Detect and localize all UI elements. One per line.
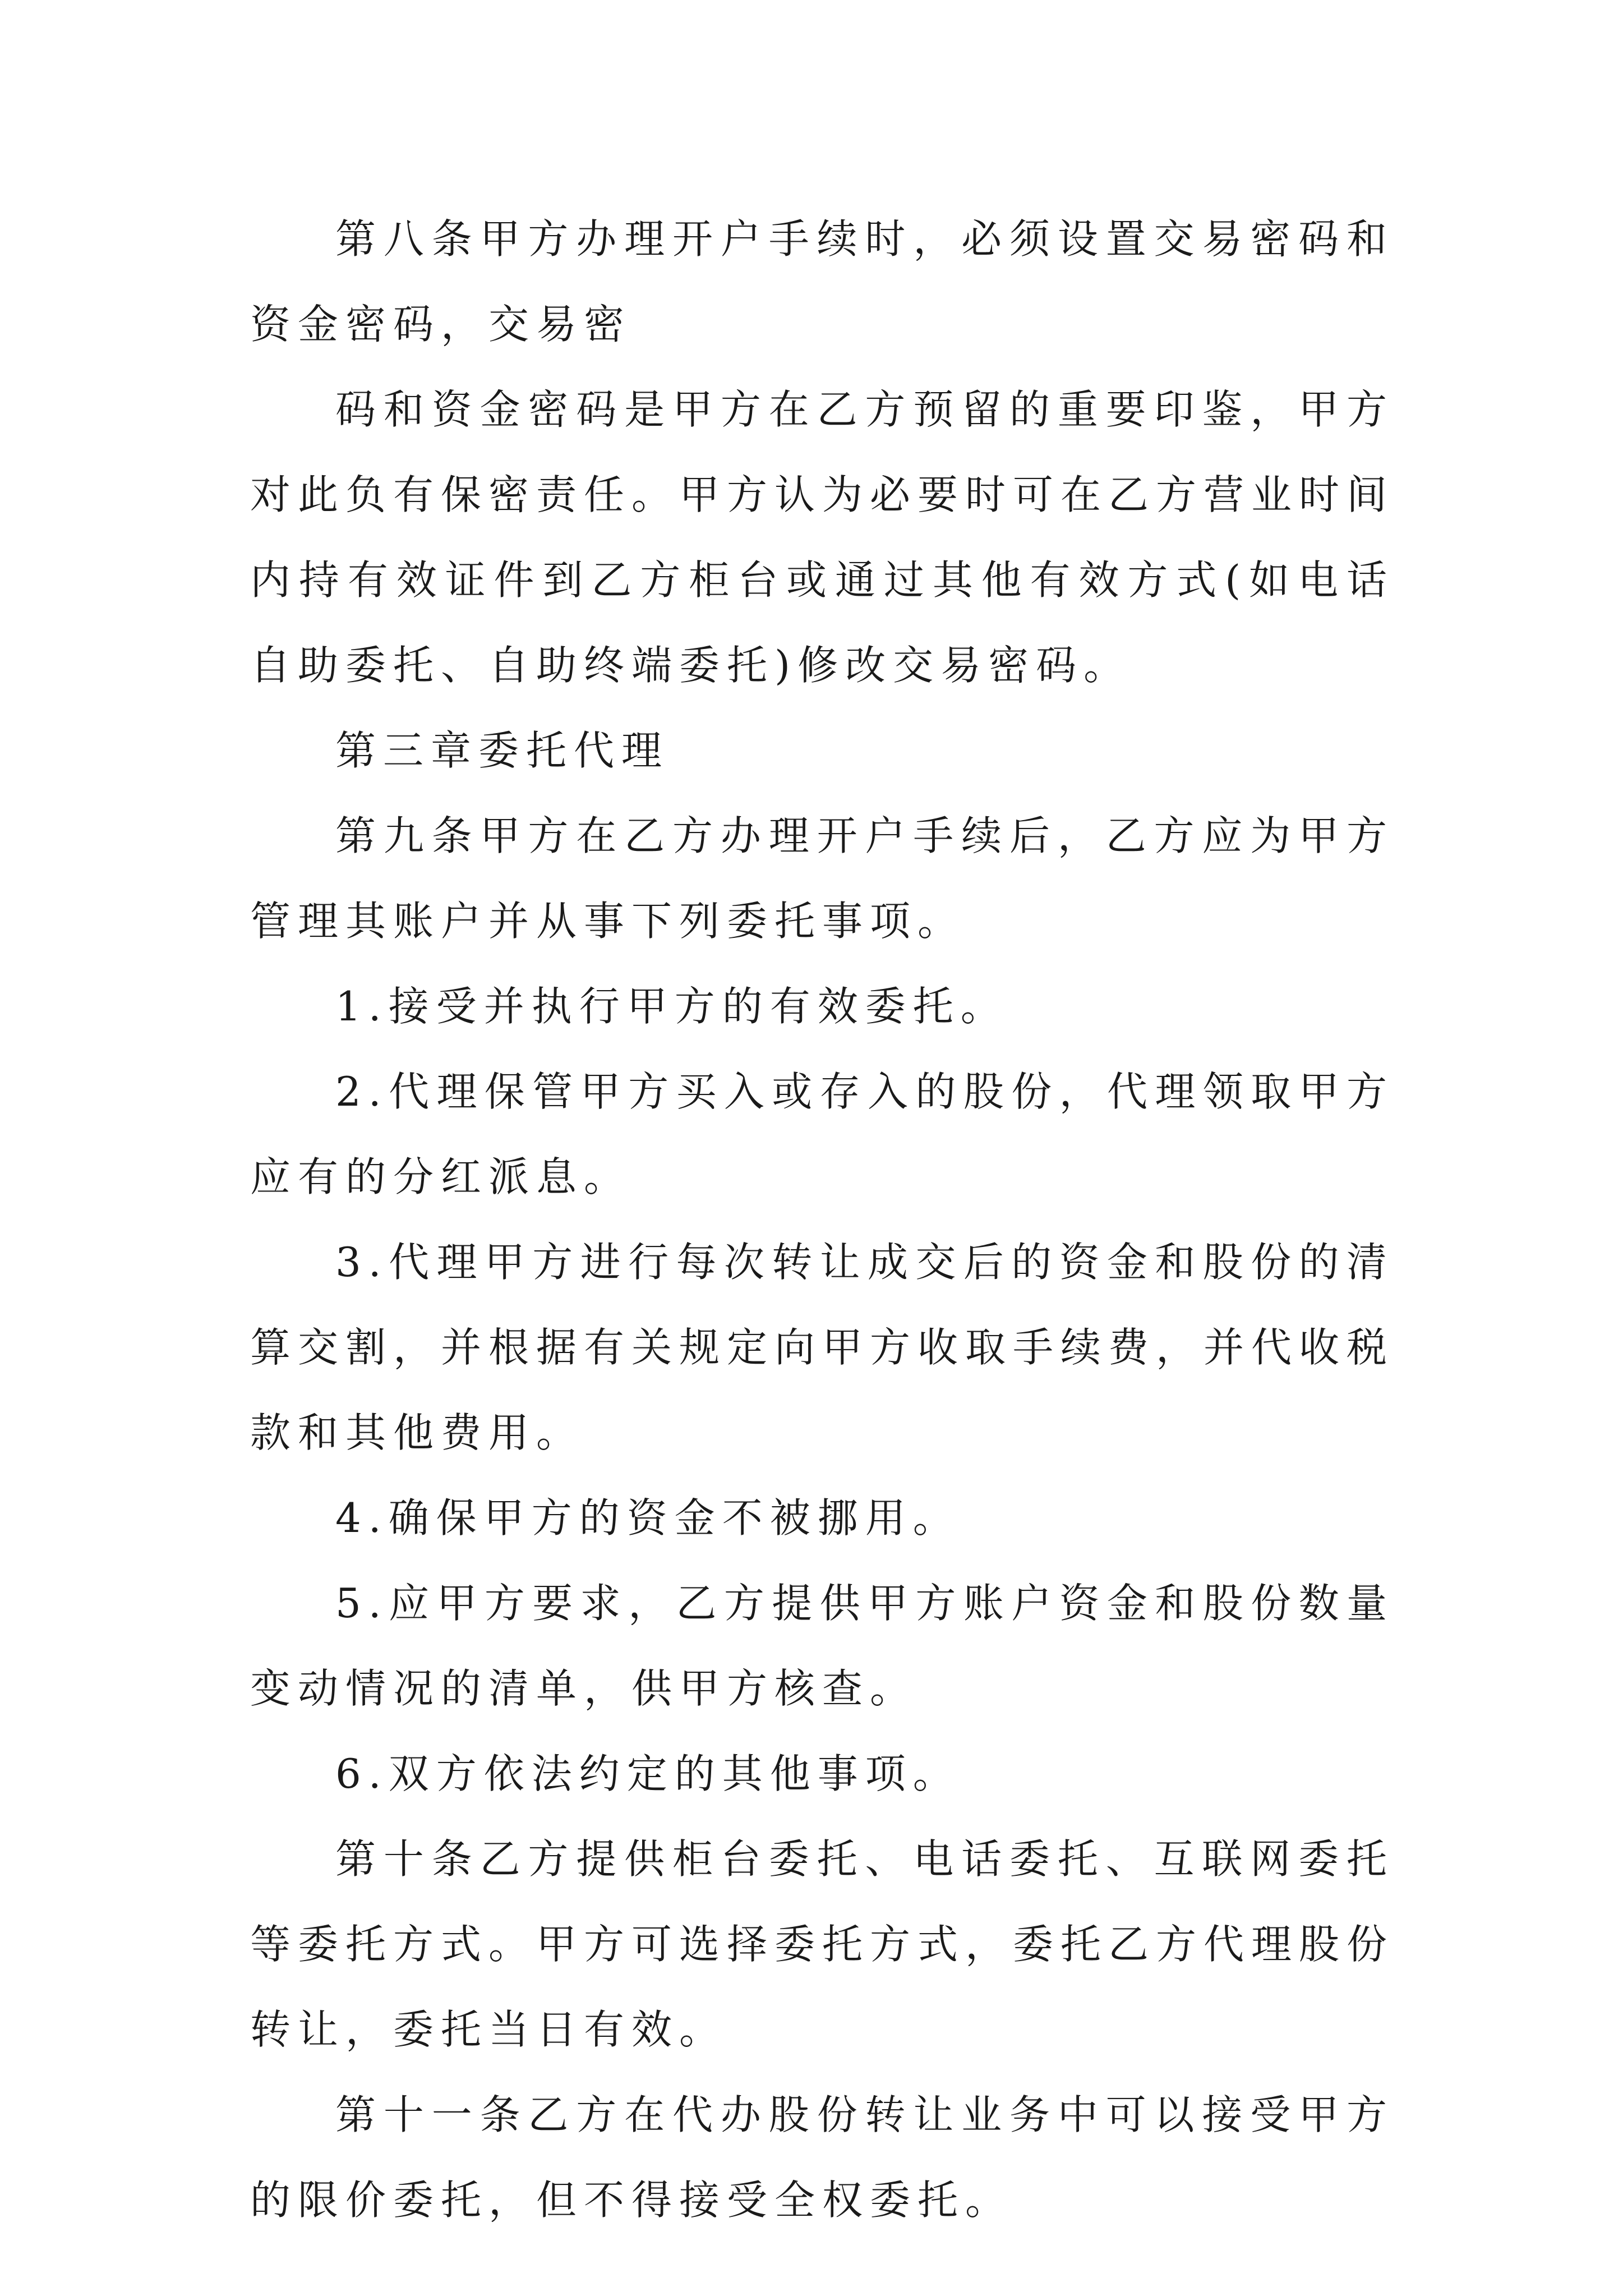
list-item-5: 5.应甲方要求，乙方提供甲方账户资金和股份数量变动情况的清单，供甲方核查。 [250,1580,1394,1712]
chapter-heading: 第三章委托代理 [335,727,670,774]
list-item-3: 3.代理甲方进行每次转让成交后的资金和股份的清算交割，并根据有关规定向甲方收取手续费，并代收税款和其他费用。 [250,1239,1395,1456]
list-item-2: 2.代理保管甲方买入或存入的股份，代理领取甲方应有的分红派息。 [250,1068,1394,1200]
paragraph-article-8: 第八条甲方办理开户手续时，必须设置交易密码和资金密码，交易密 [250,215,1394,348]
list-item-6: 6.双方依法约定的其他事项。 [335,1750,961,1797]
document-page [250,196,1394,2243]
paragraph-article-10: 第十条乙方提供柜台委托、电话委托、互联网委托等委托方式。甲方可选择委托方式，委托乙方代理股份转让，委托当日有效。 [250,1835,1395,2053]
paragraph-article-8-continued: 码和资金密码是甲方在乙方预留的重要印鉴，甲方对此负有保密责任。甲方认为必要时可在乙方营业时间内持有效证件到乙方柜台或通过其他有效方式(如电话自助委托、自助终端委托)修改交易密码。 [250,386,1395,689]
list-item-4: 4.确保甲方的资金不被挪用。 [335,1494,961,1542]
paragraph-article-11: 第十一条乙方在代办股份转让业务中可以接受甲方的限价委托，但不得接受全权委托。 [250,2091,1394,2224]
paragraph-article-9: 第九条甲方在乙方办理开户手续后，乙方应为甲方管理其账户并从事下列委托事项。 [250,812,1394,945]
list-item-1: 1.接受并执行甲方的有效委托。 [335,983,1008,1030]
